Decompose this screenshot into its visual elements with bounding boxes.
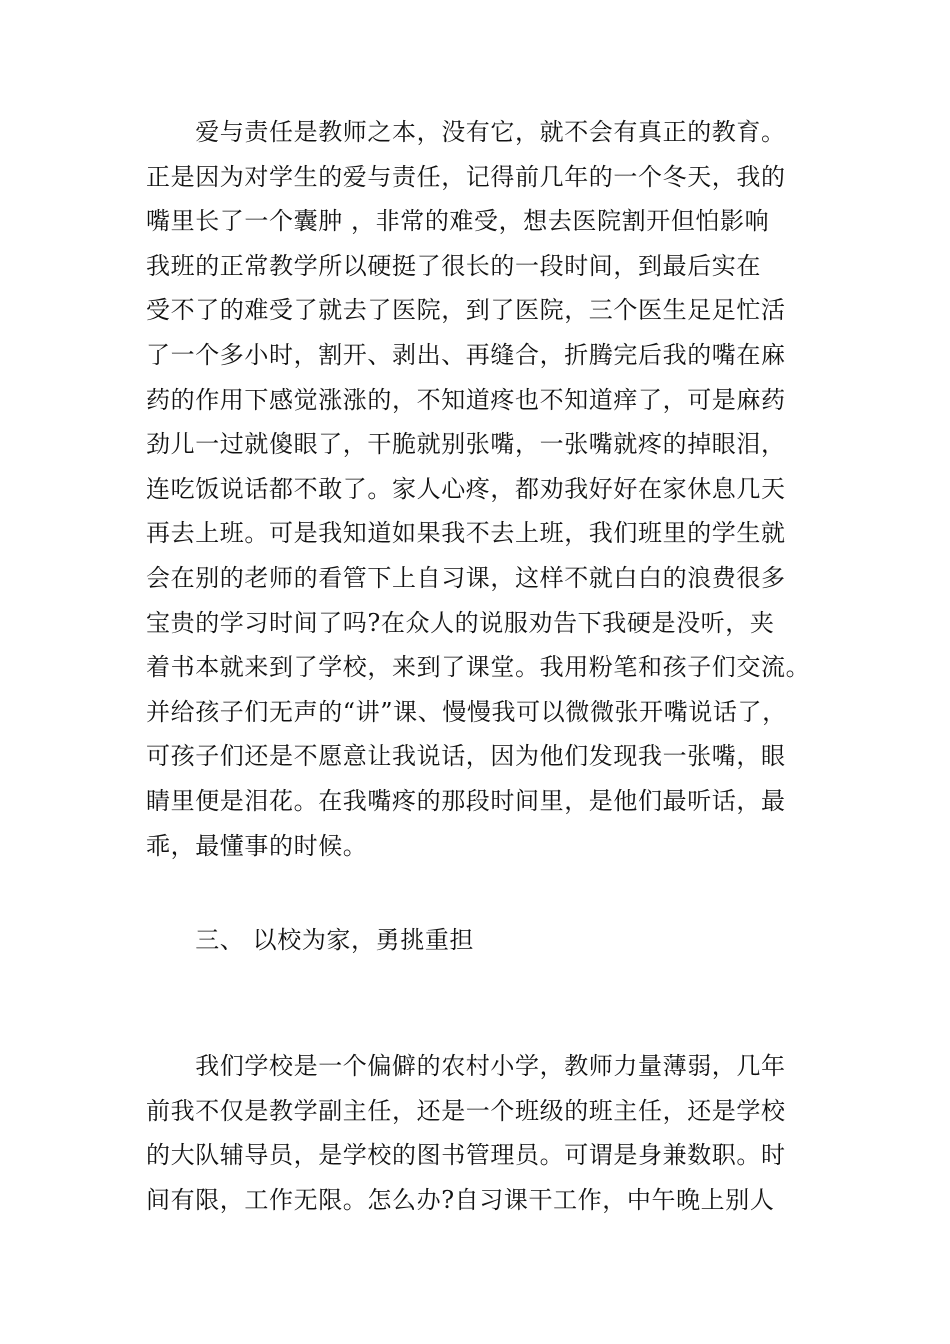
text-line: 我班的正常教学所以硬挺了很长的一段时间，到最后实在 <box>146 251 761 280</box>
text-line: 嘴里长了一个囊肿 ，非常的难受，想去医院割开但怕影响 <box>146 207 770 236</box>
text-line: 宝贵的学习时间了吗?在众人的说服劝告下我硬是没听，夹 <box>146 608 775 637</box>
text-line: 前我不仅是教学副主任，还是一个班级的班主任，还是学校 <box>146 1096 786 1125</box>
text-line: 的大队辅导员，是学校的图书管理员。可谓是身兼数职。时 <box>146 1141 786 1170</box>
text-line: 药的作用下感觉涨涨的，不知道疼也不知道痒了，可是麻药 <box>146 385 786 414</box>
text-line: 我们学校是一个偏僻的农村小学，教师力量薄弱，几年 <box>146 1052 786 1080</box>
text-line: 正是因为对学生的爱与责任，记得前几年的一个冬天，我的 <box>146 162 786 191</box>
text-line: 会在别的老师的看管下上自习课，这样不就白白的浪费很多 <box>146 563 786 592</box>
text-line: 并给孩子们无声的“讲”课、慢慢我可以微微张开嘴说话了， <box>146 697 787 726</box>
text-line: 睛里便是泪花。在我嘴疼的那段时间里，是他们最听话，最 <box>146 786 786 815</box>
text-line: 劲儿一过就傻眼了，干脆就别张嘴，一张嘴就疼的掉眼泪， <box>146 430 786 459</box>
text-line: 再去上班。可是我知道如果我不去上班，我们班里的学生就 <box>146 519 786 548</box>
body-paragraph <box>146 1044 786 1222</box>
text-line: 连吃饭说话都不敢了。家人心疼，都劝我好好在家休息几天 <box>146 474 786 503</box>
section-heading-text: 三、 以校为家，勇挑重担 <box>146 926 475 954</box>
text-line: 可孩子们还是不愿意让我说话，因为他们发现我一张嘴，眼 <box>146 742 786 771</box>
section-heading <box>146 918 474 963</box>
text-line: 爱与责任是教师之本，没有它，就不会有真正的教育。 <box>146 118 786 146</box>
body-paragraph <box>146 110 810 868</box>
text-line: 受不了的难受了就去了医院，到了医院，三个医生足足忙活 <box>146 296 786 325</box>
text-line: 间有限，工作无限。怎么办?自习课干工作，中午晚上别人 <box>146 1185 775 1214</box>
text-line: 了一个多小时，割开、剥出、再缝合，折腾完后我的嘴在麻 <box>146 340 786 369</box>
text-line: 着书本就来到了学校，来到了课堂。我用粉笔和孩子们交流。 <box>146 653 811 682</box>
text-line: 乖，最懂事的时候。 <box>146 831 368 860</box>
